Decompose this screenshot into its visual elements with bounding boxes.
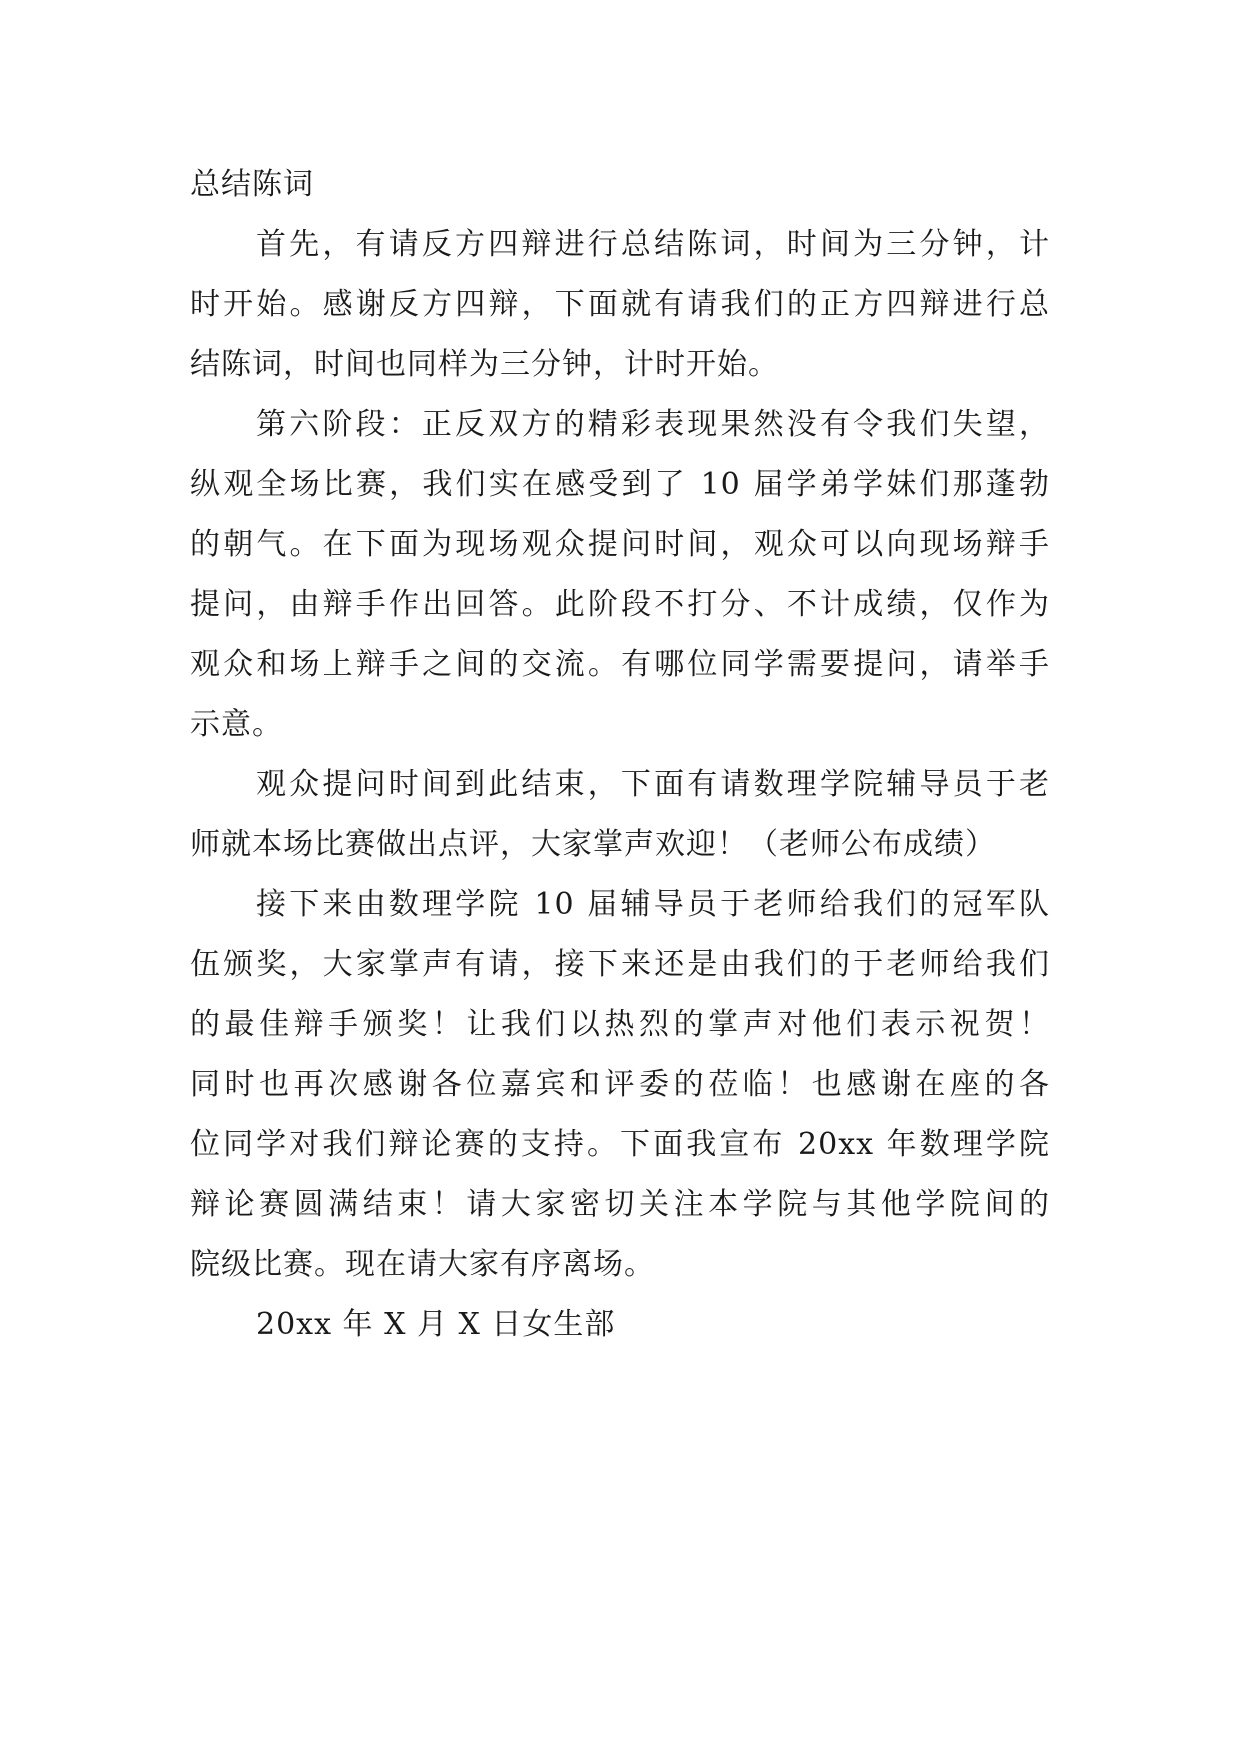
paragraph-line: 第六阶段：正反双方的精彩表现果然没有令我们失望， <box>256 407 1050 442</box>
paragraph-line: 示意。 <box>190 707 283 742</box>
heading-line: 总结陈词 <box>190 167 314 202</box>
document-body <box>190 155 1050 1355</box>
paragraph-line: 时开始。感谢反方四辩，下面就有请我们的正方四辩进行总 <box>190 287 1050 322</box>
paragraph-line: 同时也再次感谢各位嘉宾和评委的莅临！也感谢在座的各 <box>190 1067 1050 1102</box>
paragraph-line: 纵观全场比赛，我们实在感受到了 10 届学弟学妹们那蓬勃 <box>190 467 1050 502</box>
paragraph-line: 首先，有请反方四辩进行总结陈词，时间为三分钟，计 <box>256 227 1050 262</box>
paragraph-line: 结陈词，时间也同样为三分钟，计时开始。 <box>190 347 779 382</box>
paragraph-line: 伍颁奖，大家掌声有请，接下来还是由我们的于老师给我们 <box>190 947 1050 982</box>
paragraph-line: 辩论赛圆满结束！请大家密切关注本学院与其他学院间的 <box>190 1187 1050 1222</box>
paragraph-line: 位同学对我们辩论赛的支持。下面我宣布 20xx 年数理学院 <box>190 1127 1050 1162</box>
paragraph-line: 观众和场上辩手之间的交流。有哪位同学需要提问，请举手 <box>190 647 1050 682</box>
signature-line: 20xx 年 X 月 X 日女生部 <box>256 1307 616 1342</box>
paragraph-line: 的最佳辩手颁奖！让我们以热烈的掌声对他们表示祝贺！ <box>190 1007 1050 1042</box>
paragraph-line: 接下来由数理学院 10 届辅导员于老师给我们的冠军队 <box>256 887 1050 922</box>
paragraph-line: 的朝气。在下面为现场观众提问时间，观众可以向现场辩手 <box>190 527 1050 562</box>
paragraph-line: 观众提问时间到此结束，下面有请数理学院辅导员于老 <box>256 767 1050 802</box>
paragraph-line: 院级比赛。现在请大家有序离场。 <box>190 1247 655 1282</box>
paragraph-line: 提问，由辩手作出回答。此阶段不打分、不计成绩，仅作为 <box>190 587 1050 622</box>
paragraph-line: 师就本场比赛做出点评，大家掌声欢迎！（老师公布成绩） <box>190 827 996 862</box>
